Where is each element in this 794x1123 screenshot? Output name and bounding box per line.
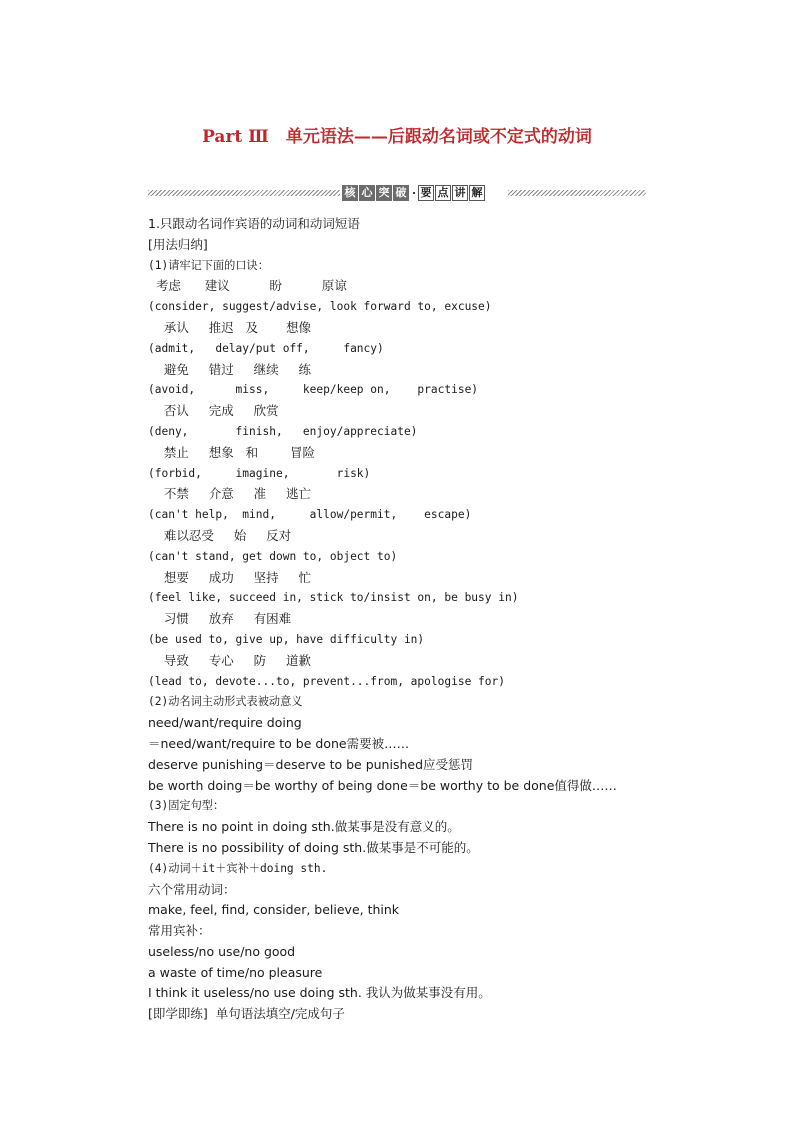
- text-line: 常用宾补：: [148, 923, 211, 939]
- text-line: (lead to, devote...to, prevent...from, apologise for): [148, 674, 505, 688]
- text-line: (be used to, give up, have difficulty in): [148, 632, 425, 646]
- text-line: need/want/require doing: [148, 715, 302, 731]
- section-banner: [148, 184, 646, 202]
- text-line: 禁止 想象 和 冒险: [148, 444, 315, 460]
- text-line: 考虑 建议 盼 原谅: [148, 278, 347, 294]
- text-line: be worth doing＝be worthy of being done＝be worthy to be done值得做……: [148, 777, 617, 793]
- text-line: 六个常用动词：: [148, 881, 236, 897]
- text-line: 想要 成功 坚持 忙: [148, 569, 311, 585]
- text-line: (deny, finish, enjoy/appreciate): [148, 424, 418, 438]
- text-line: deserve punishing＝deserve to be punished应受惩罚: [148, 756, 474, 772]
- text-line: (2)动名词主动形式表被动意义: [148, 695, 303, 709]
- text-line: (forbid, imagine, risk): [148, 466, 371, 480]
- banner-hatch-right: [508, 190, 646, 196]
- text-line: [用法归纳]: [148, 236, 208, 252]
- document-body: [148, 214, 708, 1025]
- text-line: (1)请牢记下面的口诀：: [148, 258, 269, 272]
- banner-char: 解: [469, 185, 485, 201]
- text-line: (can't help, mind, allow/permit, escape): [148, 508, 472, 522]
- text-line: make, feel, find, consider, believe, think: [148, 902, 400, 918]
- text-line: There is no point in doing sth.做某事是没有意义的。: [148, 819, 460, 835]
- banner-dot: ·: [412, 186, 416, 200]
- text-line: 导致 专心 防 道歉: [148, 652, 311, 668]
- text-line: (can't stand, get down to, object to): [148, 549, 398, 563]
- text-line: 习惯 放弃 有困难: [148, 611, 292, 627]
- banner-char: 心: [359, 185, 375, 201]
- text-line: 1.只跟动名词作宾语的动词和动词短语: [148, 216, 360, 231]
- banner-hatch-left: [148, 190, 340, 196]
- text-line: useless/no use/no good: [148, 943, 296, 959]
- text-line: 不禁 介意 准 逃亡: [148, 486, 311, 502]
- text-line: (feel like, succeed in, stick to/insist on, be busy in): [148, 591, 519, 605]
- text-line: There is no possibility of doing sth.做某事是不可能的。: [148, 839, 479, 855]
- text-line: 难以忍受 始 反对: [148, 527, 292, 543]
- page-title: Part Ⅲ 单元语法——后跟动名词或不定式的动词: [202, 127, 592, 147]
- text-line: I think it useless/no use doing sth. 我认为做某事没有用。: [148, 985, 491, 1001]
- text-line: [即学即练] 单句语法填空/完成句子: [148, 1006, 345, 1022]
- text-line: (3)固定句型：: [148, 799, 225, 813]
- banner-char: 点: [435, 185, 451, 201]
- text-line: (avoid, miss, keep/keep on, practise): [148, 383, 479, 397]
- text-line: ＝need/want/require to be done需要被……: [148, 735, 410, 751]
- banner-char: 破: [393, 185, 409, 201]
- text-line: 承认 推迟 及 想像: [148, 319, 311, 335]
- text-line: 避免 错过 继续 练: [148, 361, 311, 377]
- banner-char: 突: [376, 185, 392, 201]
- banner-char: 要: [418, 185, 434, 201]
- text-line: a waste of time/no pleasure: [148, 964, 323, 980]
- text-line: 否认 完成 欣赏: [148, 403, 279, 419]
- banner-badge: [342, 184, 486, 202]
- banner-char: 讲: [452, 185, 468, 201]
- text-line: (consider, suggest/advise, look forward to, excuse): [148, 300, 492, 314]
- text-line: (4)动词＋it＋宾补＋doing sth.: [148, 861, 328, 875]
- banner-char: 核: [342, 185, 358, 201]
- text-line: (admit, delay/put off, fancy): [148, 341, 384, 355]
